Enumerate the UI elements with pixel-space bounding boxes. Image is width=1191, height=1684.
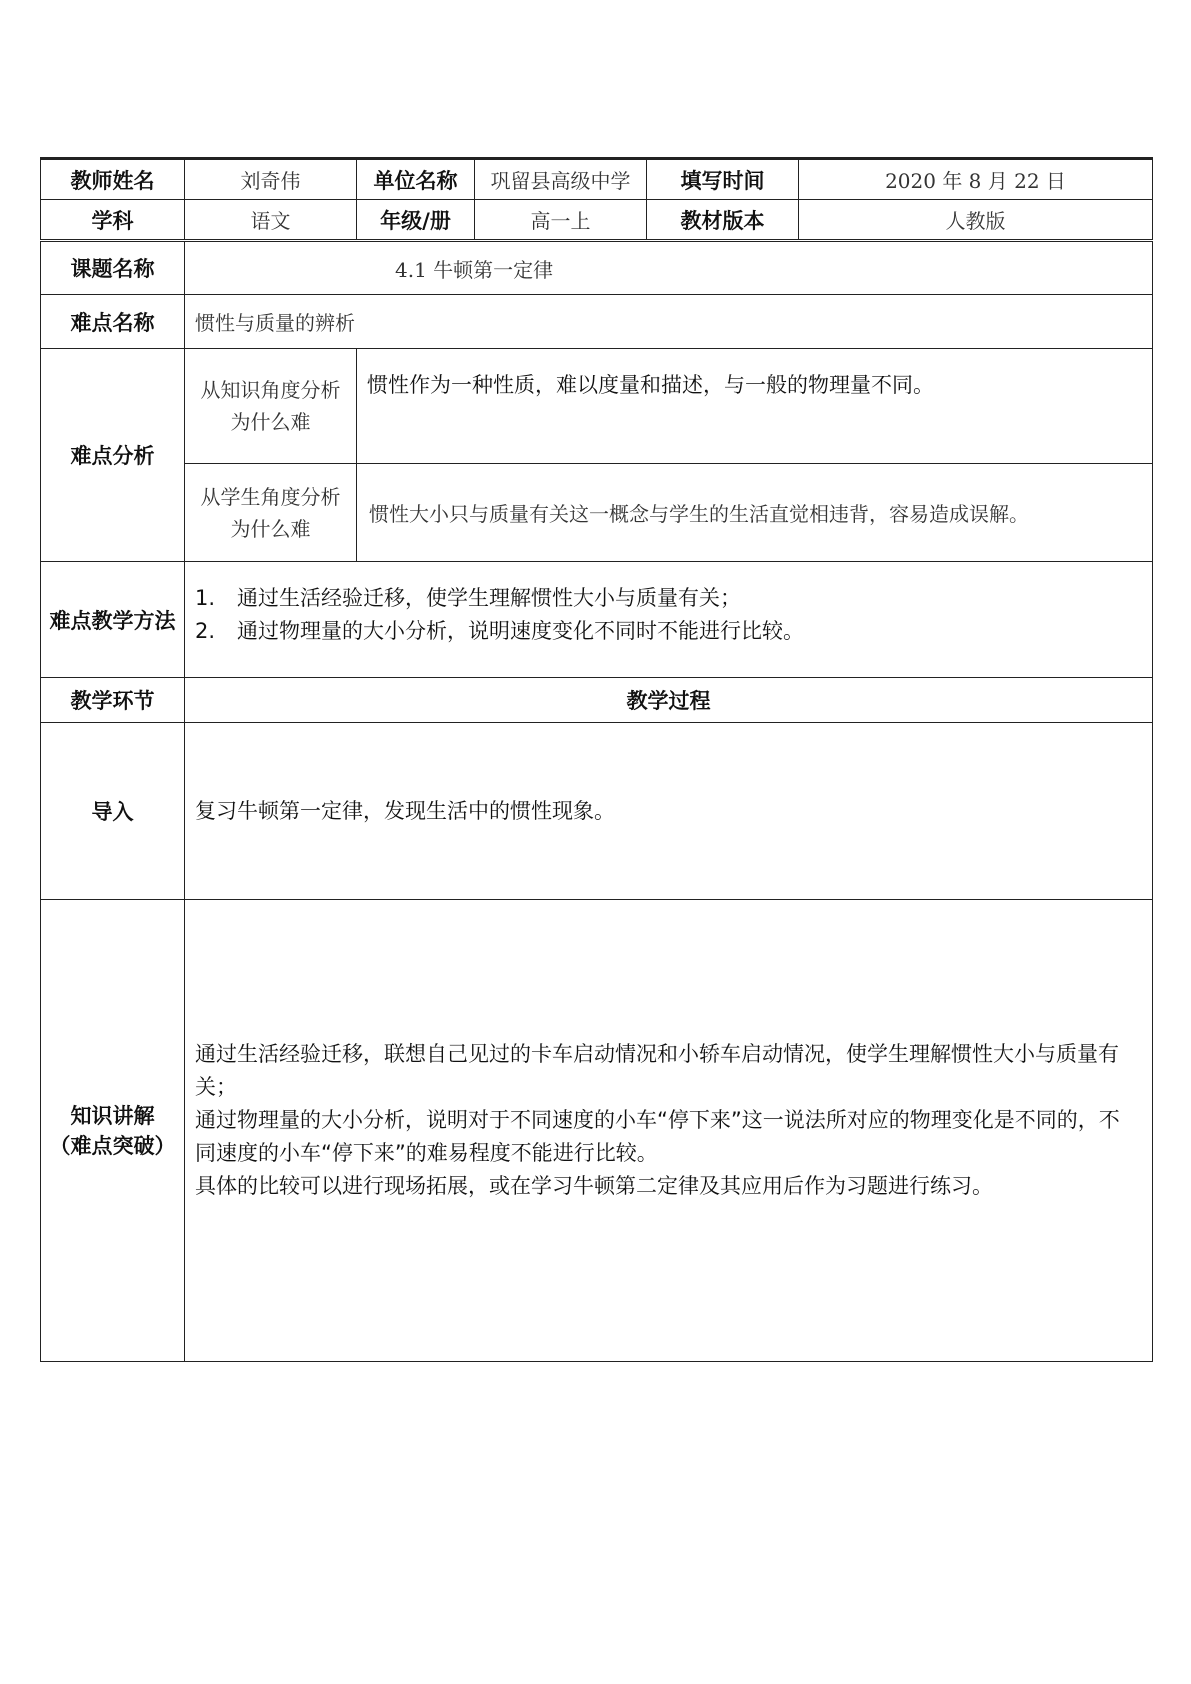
process-label: 教学过程: [185, 678, 1153, 723]
knowledge-section-label: [41, 900, 185, 1362]
topic-row: [41, 241, 1153, 295]
knowledge-angle-label: [185, 349, 357, 464]
methods-label: 难点教学方法: [41, 562, 185, 678]
methods-item-number: 1.: [195, 586, 216, 610]
subject-label: 学科: [41, 200, 185, 241]
fill-time-value: 2020 年 8 月 22 日: [799, 159, 1153, 200]
unit-label: 单位名称: [357, 159, 475, 200]
topic-value: 4.1 牛顿第一定律: [185, 241, 1153, 295]
student-angle-text: 从学生角度分析为什么难: [200, 484, 341, 541]
intro-label: 导入: [41, 723, 185, 900]
analysis-row-student: [41, 464, 1153, 562]
methods-value: [185, 562, 1153, 678]
knowledge-section-body: [185, 900, 1153, 1362]
knowledge-angle-text: 从知识角度分析为什么难: [200, 378, 341, 434]
header-row-1: [41, 159, 1153, 200]
fill-time-label: 填写时间: [647, 159, 799, 200]
methods-row: [41, 562, 1153, 678]
knowledge-label-line-1: 知识讲解: [70, 1103, 155, 1128]
knowledge-row: [41, 900, 1153, 1362]
header-row-2: [41, 200, 1153, 241]
grade-label: 年级/册: [357, 200, 475, 241]
lesson-plan-sheet: [40, 157, 1152, 1362]
textbook-label: 教材版本: [647, 200, 799, 241]
knowledge-paragraph: 通过生活经验迁移，联想自己见过的卡车启动情况和小轿车启动情况，使学生理解惯性大小与质量有关；: [195, 1042, 1119, 1099]
methods-item: [195, 615, 1140, 648]
methods-item-text: 通过物理量的大小分析，说明速度变化不同时不能进行比较。: [237, 619, 804, 643]
intro-value: 复习牛顿第一定律，发现生活中的惯性现象。: [185, 723, 1153, 900]
teacher-value: 刘奇伟: [185, 159, 357, 200]
analysis-row-knowledge: [41, 349, 1153, 464]
textbook-value: 人教版: [799, 200, 1153, 241]
methods-item-text: 通过生活经验迁移，使学生理解惯性大小与质量有关；: [237, 586, 741, 610]
intro-row: [41, 723, 1153, 900]
subject-value: 语文: [185, 200, 357, 241]
analysis-label: 难点分析: [41, 349, 185, 562]
process-header-row: [41, 678, 1153, 723]
methods-item-number: 2.: [195, 619, 216, 643]
knowledge-paragraph: 通过物理量的大小分析，说明对于不同速度的小车“停下来”这一说法所对应的物理变化是不同的，不同速度的小车“停下来”的难易程度不能进行比较。: [195, 1108, 1120, 1165]
grade-value: 高一上: [475, 200, 647, 241]
methods-item: [195, 582, 1140, 615]
knowledge-paragraph: 具体的比较可以进行现场拓展，或在学习牛顿第二定律及其应用后作为习题进行练习。: [195, 1174, 993, 1198]
difficulty-label: 难点名称: [41, 295, 185, 349]
topic-label: 课题名称: [41, 241, 185, 295]
stage-label: 教学环节: [41, 678, 185, 723]
knowledge-label-line-2: （难点突破）: [49, 1133, 176, 1158]
unit-value: 巩留县高级中学: [475, 159, 647, 200]
teacher-label: 教师姓名: [41, 159, 185, 200]
student-angle-value: 惯性大小只与质量有关这一概念与学生的生活直觉相违背，容易造成误解。: [357, 464, 1153, 562]
difficulty-row: [41, 295, 1153, 349]
methods-list: [195, 582, 1140, 648]
student-angle-label: [185, 464, 357, 562]
knowledge-angle-value: 惯性作为一种性质，难以度量和描述，与一般的物理量不同。: [357, 349, 1153, 464]
lesson-plan-table: [40, 157, 1153, 1362]
difficulty-value: 惯性与质量的辨析: [185, 295, 1153, 349]
